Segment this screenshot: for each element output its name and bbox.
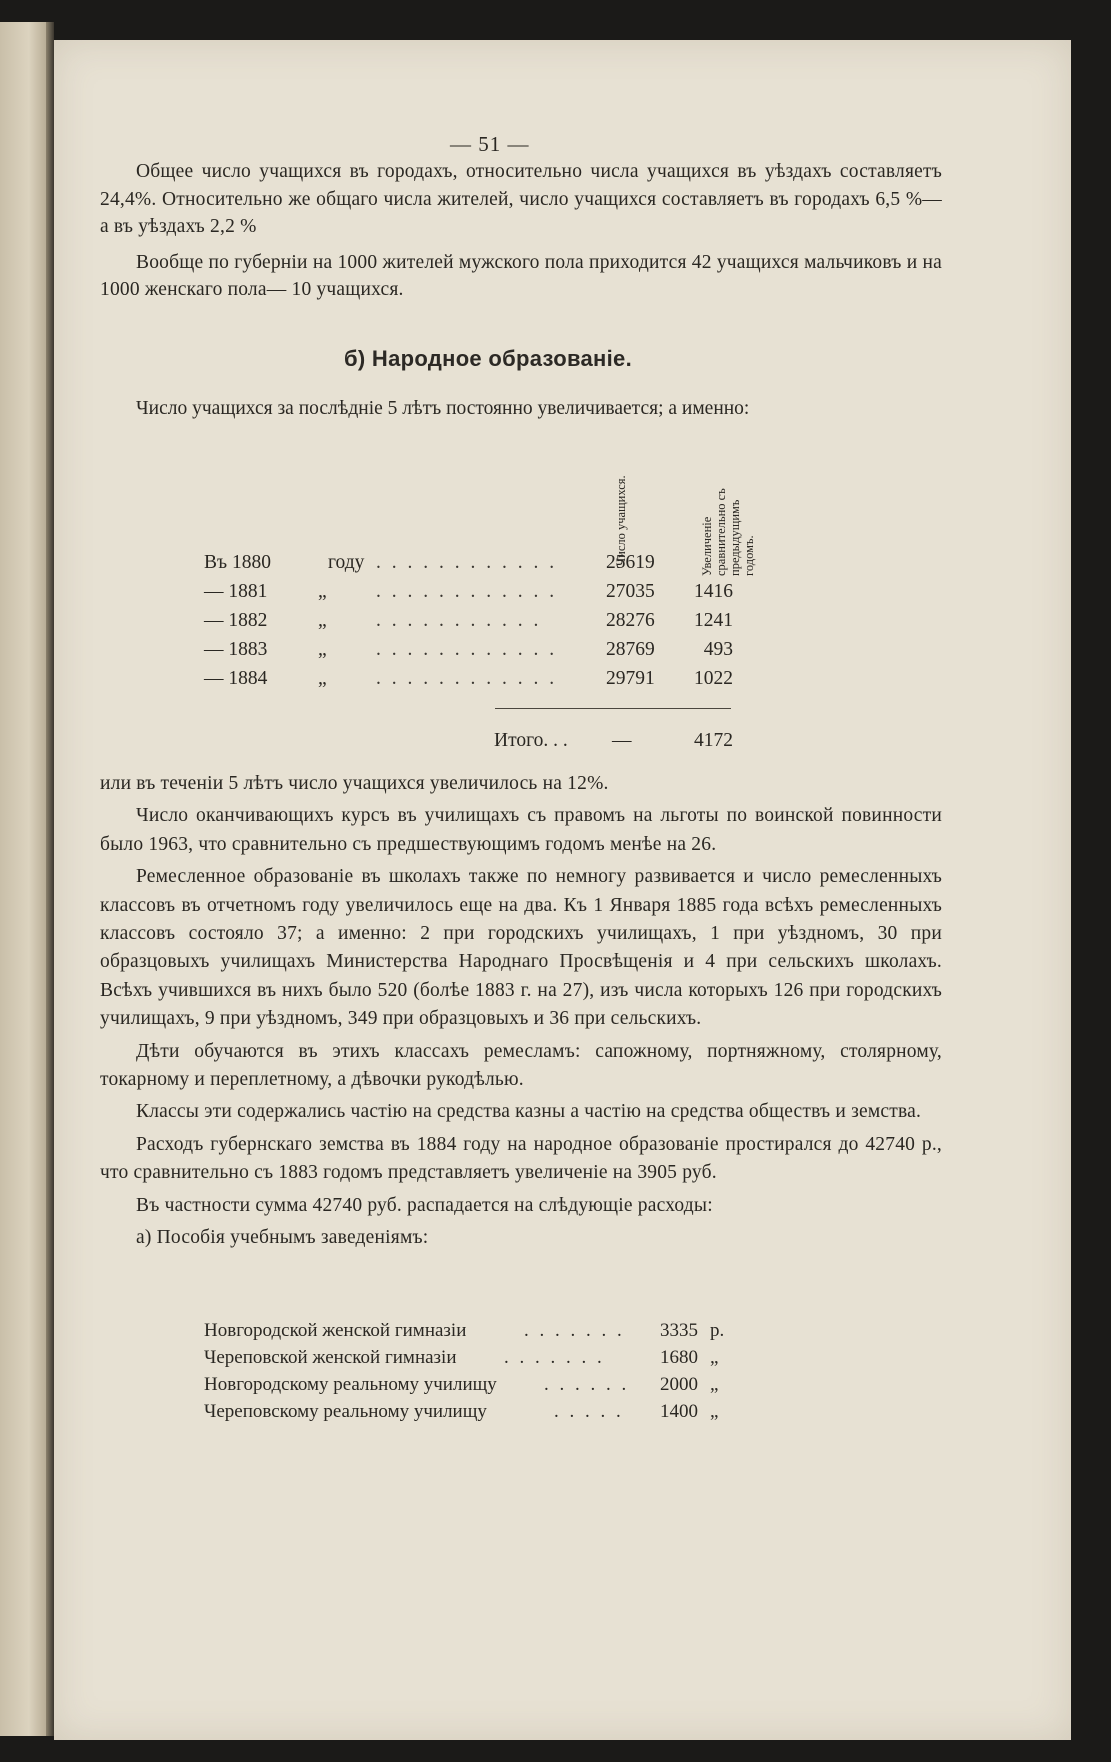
expense-value: 1400 <box>660 1401 698 1422</box>
paragraph-graduates: Число оканчивающихъ курсъ въ училищахъ съ правомъ на льготы по воинской повинности было 1963, что сравнительно съ предшествующимъ годомъ менѣе на 26. <box>100 805 942 855</box>
column-header-increase: Увеличеніе сравнительно съ предыдущимъ годомъ. <box>700 488 756 576</box>
list-item <box>54 1374 1071 1401</box>
paragraph-expense-breakdown: Въ частности сумма 42740 руб. распадается на слѣдующіе расходы: <box>136 1194 713 1216</box>
table-row <box>54 581 1071 609</box>
row-year: — 1884 <box>204 668 268 689</box>
expense-dots: . . . . . . . <box>524 1320 625 1341</box>
row-dots: . . . . . . . . . . . . <box>376 581 558 602</box>
expense-unit: „ <box>710 1401 719 1422</box>
paragraph-students-per-1000: Вообще по губерніи на 1000 жителей мужского пола приходится 42 учащихся мальчиковъ и на 1000 женскаго пола— 10 учащихся. <box>100 251 942 301</box>
total-label: Итого. . . <box>494 730 568 751</box>
expense-name: Новгородскому реальному училищу <box>204 1374 497 1395</box>
row-increase: 1022 <box>694 668 733 689</box>
row-increase: 493 <box>703 639 733 660</box>
paragraph-subsidies-heading: а) Пособія учебнымъ заведеніямъ: <box>136 1227 429 1249</box>
row-mark: году <box>328 552 365 573</box>
book-spine-shadow <box>46 22 54 1736</box>
list-item <box>54 1401 1071 1428</box>
table-intro-line: Число учащихся за послѣдніе 5 лѣтъ постоянно увеличивается; а именно: <box>136 398 750 419</box>
row-year: — 1882 <box>204 610 268 631</box>
total-dash: — <box>612 730 632 751</box>
row-increase: 1416 <box>694 581 733 602</box>
expense-value: 2000 <box>660 1374 698 1395</box>
expense-value: 1680 <box>660 1347 698 1368</box>
adjacent-page <box>0 22 48 1736</box>
row-students: 27035 <box>606 581 655 602</box>
page-number: — 51 — <box>450 132 530 156</box>
row-students: 25619 <box>606 552 655 573</box>
expense-dots: . . . . . . <box>544 1374 630 1395</box>
paragraph-funding: Классы эти содержались частію на средства казны а частію на средства обществъ и земства. <box>136 1101 922 1123</box>
column-header-students: Число учащихся. <box>614 475 628 566</box>
row-mark: „ <box>318 639 327 660</box>
row-students: 29791 <box>606 668 655 689</box>
expense-unit: „ <box>710 1347 719 1368</box>
row-year: Въ 1880 <box>204 552 271 573</box>
total-rule <box>495 708 731 709</box>
row-year: — 1883 <box>204 639 268 660</box>
row-year: — 1881 <box>204 581 268 602</box>
row-dots: . . . . . . . . . . . . <box>376 552 558 573</box>
table-row <box>54 552 1071 580</box>
list-item <box>54 1320 1071 1347</box>
expense-unit: р. <box>710 1320 725 1341</box>
expense-dots: . . . . . . . <box>504 1347 605 1368</box>
row-dots: . . . . . . . . . . . . <box>376 639 558 660</box>
expense-name: Череповской женской гимназіи <box>204 1347 457 1368</box>
total-value: 4172 <box>694 730 733 751</box>
expense-value: 3335 <box>660 1320 698 1341</box>
row-dots: . . . . . . . . . . . <box>376 610 542 631</box>
book-page <box>54 40 1071 1740</box>
table-row <box>54 610 1071 638</box>
row-students: 28276 <box>606 610 655 631</box>
paragraph-students-cities: Общее число учащихся въ городахъ, относительно числа учащихся въ уѣздахъ составляетъ 24,4%. Относительно же общаго числа жителей, число учащихся составляетъ въ городахъ 6,5 %—а въ уѣздахъ 2,2 % <box>100 161 942 238</box>
paragraph-zemstvo-expense: Расходъ губернскаго земства въ 1884 году на народное образованіе простирался до 42740 р., что сравнительно съ 1883 годомъ представляетъ увеличеніе на 3905 руб. <box>100 1133 942 1184</box>
top-paragraphs <box>100 158 942 304</box>
page-content <box>54 40 1071 1740</box>
paragraph-craft-education: Ремесленное образованіе въ школахъ также по немногу развивается и число ремесленныхъ классовъ въ отчетномъ году увеличилось еще на два. Къ 1 Января 1885 года всѣхъ ремесленныхъ классовъ состояло 37; а именно: 2 при городскихъ училищахъ, 1 при уѣздномъ, 30 при образцовыхъ училищахъ Министерства Народнаго Просвѣщенія и 4 при сельскихъ школахъ. Всѣхъ учившихся въ нихъ было 520 (болѣе 1883 г. на 27), изъ числа которыхъ 126 при городскихъ училищахъ, 9 при уѣздномъ, 349 при образцовыхъ и 36 при сельскихъ. <box>100 866 942 1030</box>
paragraph-crafts-taught: Дѣти обучаются въ этихъ классахъ ремесламъ: сапожному, портняжному, столярному, токарному и переплетному, а дѣвочки рукодѣлью. <box>100 1040 942 1091</box>
bottom-paragraphs <box>100 770 942 1253</box>
expense-unit: „ <box>710 1374 719 1395</box>
expense-name: Новгородской женской гимназіи <box>204 1320 467 1341</box>
table-row <box>54 668 1071 696</box>
row-students: 28769 <box>606 639 655 660</box>
row-mark: „ <box>318 610 327 631</box>
row-mark: „ <box>318 581 327 602</box>
expense-name: Череповскому реальному училищу <box>204 1401 487 1422</box>
row-increase: 1241 <box>694 610 733 631</box>
paragraph-increase-percent: или въ теченіи 5 лѣтъ число учащихся увеличилось на 12%. <box>100 773 609 794</box>
row-dots: . . . . . . . . . . . . <box>376 668 558 689</box>
section-heading: б) Народное образованіе. <box>344 346 632 371</box>
row-mark: „ <box>318 668 327 689</box>
table-row <box>54 639 1071 667</box>
list-item <box>54 1347 1071 1374</box>
expense-dots: . . . . . <box>554 1401 624 1422</box>
